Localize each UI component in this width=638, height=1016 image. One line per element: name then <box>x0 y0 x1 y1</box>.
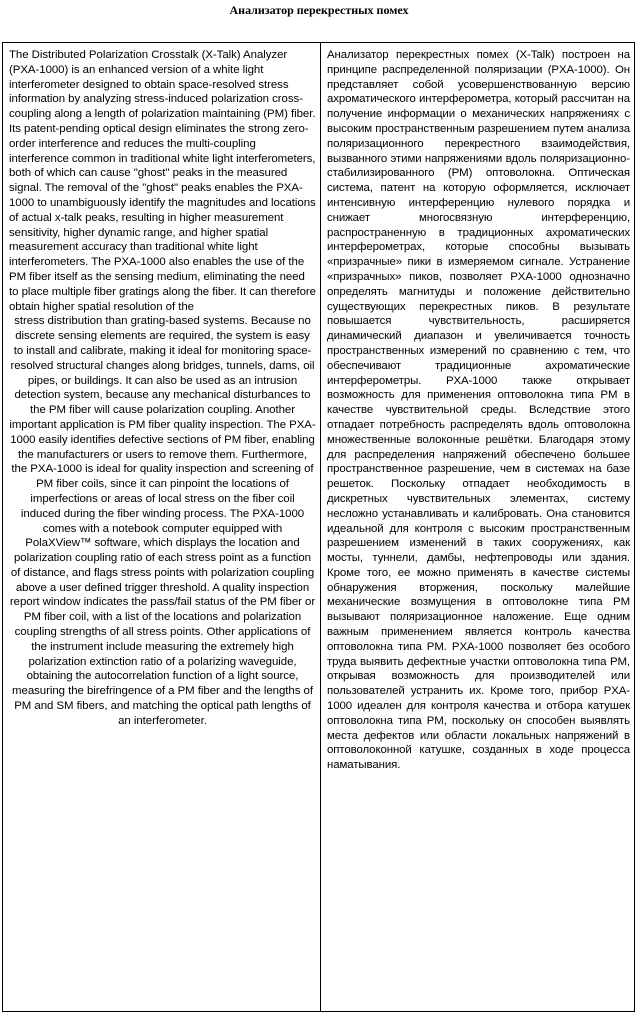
translation-table <box>2 42 635 1012</box>
english-paragraph-part1: The Distributed Polarization Crosstalk (X-Talk) Analyzer (PXA-1000) is an enhanced version of a white light interferometer designed to obtain space-resolved stress information by analyzing stress-induced polarization cross-coupling along a length of polarization maintaining (PM) fiber. Its patent-pending optical design eliminates the strong zero-order interference and reduces the multi-coupling interference common in traditional white light interferometers, both of which can cause "ghost" peaks in the measured signal. The removal of the "ghost" peaks enables the PXA-1000 to unambiguously identify the magnitudes and locations of actual x-talk peaks, resulting in higher measurement sensitivity, higher dynamic range, and higher spatial measurement accuracy than traditional white light interferometers. The PXA-1000 also enables the use of the PM fiber itself as the sensing medium, eliminating the need to place multiple fiber gratings along the fiber. It can therefore obtain higher spatial resolution of the <box>9 49 316 313</box>
page-title: Анализатор перекрестных помех <box>229 3 409 17</box>
russian-column <box>321 43 634 1011</box>
english-paragraph-part2: stress distribution than grating-based systems. Because no discrete sensing elements are required, the system is easy to install and calibrate, making it ideal for monitoring space-resolved structural changes along bridges, tunnels, dams, oil pipes, or buildings. It can also be used as an intrusion detection system, because any mechanical disturbances to the PM fiber will cause polarization coupling. Another important application is PM fiber quality inspection. The PXA-1000 easily identifies defective sections of PM fiber, enabling the manufacturers or users to remove them. Furthermore, the PXA-1000 is ideal for quality inspection and screening of PM fiber coils, since it can pinpoint the locations of imperfections or areas of local stress on the fiber coil induced during the fiber winding process. The PXA-1000 comes with a notebook computer equipped with PolaXView™ software, which displays the location and polarization coupling ratio of each stress point as a function of distance, and flags stress points with polarization coupling above a user defined trigger threshold. A quality inspection report window indicates the pass/fail status of the PM fiber or PM fiber coil, with a list of the locations and polarization coupling strengths of all stress points. Other applications of the instrument include measuring the extremely high polarization extinction ratio of a polarizing waveguide, obtaining the autocorrelation function of a light source, measuring the birefringence of a PM fiber and the lengths of PM and SM fibers, and matching the optical path lengths of an interferometer. <box>9 315 316 727</box>
russian-paragraph: Анализатор перекрестных помех (X-Talk) построен на принципе распределенной поляризации (PXA-1000). Он представляет собой усовершенствованную версию ахроматического интерферометра, который рассчитан на получение информации о механических напряжениях с высоким пространственным разрешением путем анализа поляризационного перекрестного взаимодействия, вызванного этими напряжениями вдоль поляризационно-стабилизированного (PM) оптоволокна. Оптическая система, патент на которую оформляется, исключает интенсивную интерференцию нулевого порядка и снижает многосвязную интерференцию, распространенную в традиционных ахроматических интерферометрах, которые способны вызывать «призрачные» пики в измеряемом сигнале. Устранение «призрачных» пиков, позволяет PXA-1000 однозначно определять магнитуды и положение действительно существующих перекрестных пиков. В результате повышается чувствительность, расширяется динамический диапазон и увеличивается точность пространственных измерений по сравнению с тем, что обеспечивают традиционные ахроматические интерферометры. PXA-1000 также открывает возможность для применения оптоволокна типа PM в качестве чувствительной среды. Вследствие этого отпадает потребность распределять вдоль оптоволокна множественные волоконные решётки. Благодаря этому для распределения напряжений обеспечено большее пространственное разрешение, чем в системах на базе решеток. Поскольку отпадает необходимость в дискретных чувствительных элементах, систему несложно устанавливать и калибровать. Она становится идеальной для контроля с высоким пространственным разрешением изменений в таких сооружениях, как мосты, туннели, дамбы, нефтепроводы или здания. Кроме того, ее можно применять в качестве системы обнаружения вторжения, поскольку малейшие механические возмущения в оптоволокне типа PM вызывают поляризационное наложение. Еще одним важным применением является контроль качества оптоволокна типа PM. PXA-1000 позволяет без особого труда выявить дефектные участки оптоволокна типа PM, открывая возможность для производителей или пользователей устранить их. Кроме того, прибор PXA-1000 идеален для контроля качества и отбора катушек оптоволокна типа PM, поскольку он способен выявлять места дефектов или области локальных напряжений в оптоволоконной катушке, созданных в ходе процесса наматывания. <box>327 49 630 772</box>
english-column <box>3 43 321 1011</box>
